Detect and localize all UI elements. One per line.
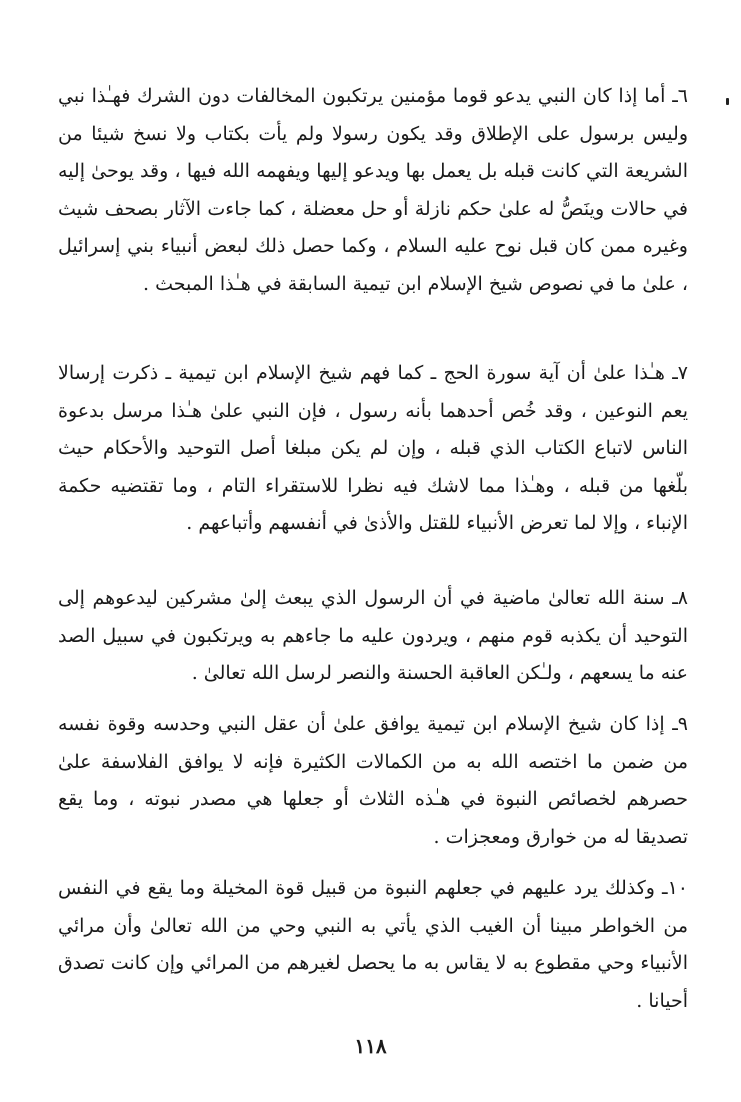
margin-mark: [726, 98, 729, 105]
paragraph-9: [58, 706, 688, 856]
paragraph-8-text: ٨ـ سنة الله تعالىٰ ماضية في أن الرسول الذي يبعث إلىٰ مشركين ليدعوهم إلى التوحيد أن يكذبه قوم منهم ، ويردون عليه ما جاءهم به ويرتكبون في سبيل الصد عنه ما يسعهم ، ولـٰكن العاقبة الحسنة والنصر لرسل الله تعالىٰ .: [58, 587, 688, 684]
paragraph-6: [58, 78, 688, 303]
paragraph-6-text: ٦ـ أما إذا كان النبي يدعو قوما مؤمنين يرتكبون المخالفات دون الشرك فهـٰذا نبي وليس برسول على الإطلاق وقد يكون رسولا ولم يأت بكتاب ولا نسخ شيئا من الشريعة التي كانت قبله بل يعمل بها ويدعو إليها ويفهمه الله فيها ، وقد يوحىٰ إليه في حالات وينَصُّ له علىٰ حكم نازلة أو حل معضلة ، كما جاءت الآثار بصحف شيث وغيره ممن كان قبل نوح عليه السلام ، وكما حصل ذلك لبعض أنبياء بني إسرائيل ، علىٰ ما في نصوص شيخ الإسلام ابن تيمية السابقة في هـٰذا المبحث .: [58, 85, 688, 295]
paragraph-10: [58, 870, 688, 1020]
paragraph-8: [58, 580, 688, 693]
paragraph-10-text: ١٠ـ وكذلك يرد عليهم في جعلهم النبوة من قبيل قوة المخيلة وما يقع في النفس من الخواطر مبينا أن الغيب الذي يأتي به النبي وحي من الله تعالىٰ وأن مرائي الأنبياء وحي مقطوع به لا يقاس به ما يحصل لغيرهم من المرائي وإن كانت تصدق أحيانا .: [58, 877, 688, 1012]
page-number: ١١٨: [354, 1034, 387, 1058]
paragraph-9-text: ٩ـ إذا كان شيخ الإسلام ابن تيمية يوافق علىٰ أن عقل النبي وحدسه وقوة نفسه من ضمن ما اختصه الله به من الكمالات الكثيرة فإنه لا يوافق الفلاسفة علىٰ حصرهم لخصائص النبوة في هـٰذه الثلاث أو جعلها هي مصدر نبوته ، وما يقع تصديقا له من خوارق ومعجزات .: [58, 713, 688, 848]
paragraph-7-text: ٧ـ هـٰذا علىٰ أن آية سورة الحج ـ كما فهم شيخ الإسلام ابن تيمية ـ ذكرت إرسالا يعم النوعين ، وقد خُص أحدهما بأنه رسول ، فإن النبي علىٰ هـٰذا مرسل بدعوة الناس لاتباع الكتاب الذي قبله ، وإن لم يكن مبلغا أصل التوحيد والأحكام حيث بلّغها من قبله ، وهـٰذا مما لاشك فيه نظرا للاستقراء التام ، وما تقتضيه حكمة الإنباء ، وإلا لما تعرض الأنبياء للقتل والأذىٰ في أنفسهم وأتباعهم .: [58, 362, 688, 534]
paragraph-7: [58, 355, 688, 543]
